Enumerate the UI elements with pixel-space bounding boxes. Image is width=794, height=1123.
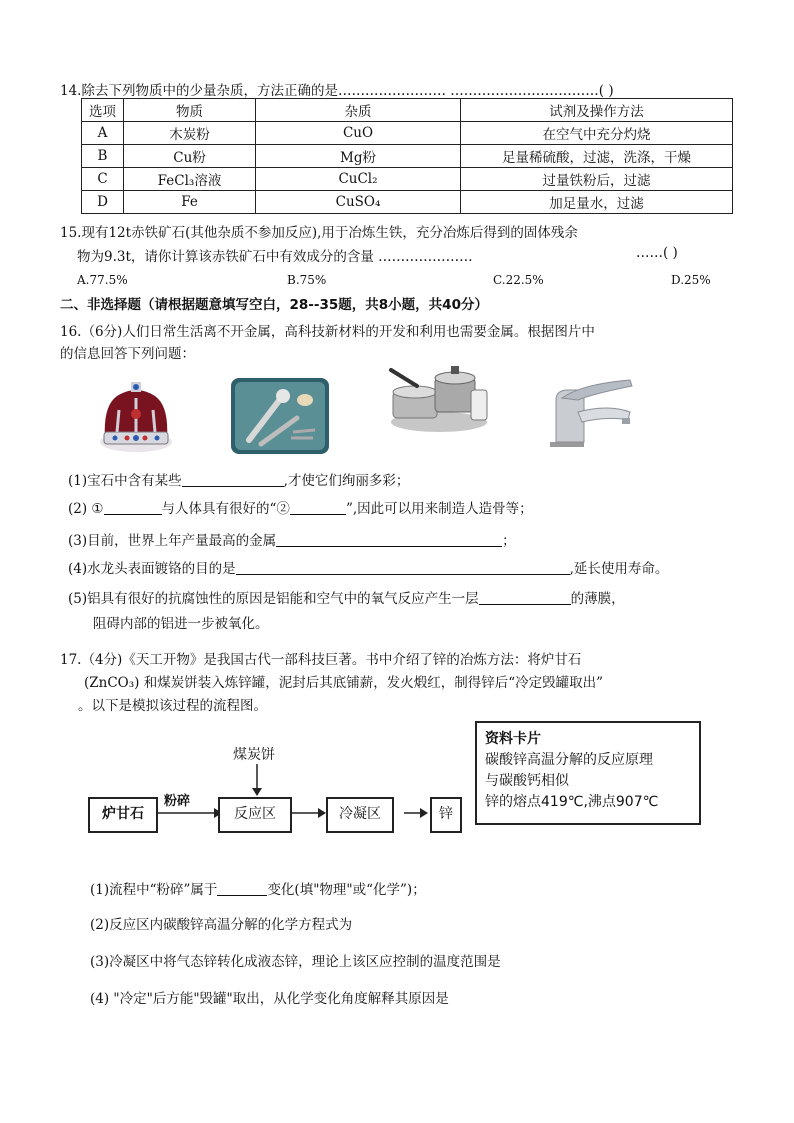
q16-sub3 <box>68 529 516 549</box>
q14-stem: 14.除去下列物质中的少量杂质，方法正确的是…………………… ……………………………( ) <box>60 83 614 99</box>
section-heading: 二、非选择题（请根据题意填写空白，28--35题，共8小题，共40分） <box>60 297 488 313</box>
header-option: 选项 <box>82 99 124 122</box>
aluminum-cookware-image <box>387 360 489 434</box>
q16-sub1-text: (1)宝石中含有某些 <box>68 473 182 489</box>
q15-bracket: ……( ) <box>636 245 678 261</box>
q16-sub4 <box>68 557 668 577</box>
q17-line3: 。以下是模拟该过程的流程图。 <box>78 698 267 714</box>
flow-coal-label: 煤炭饼 <box>233 747 275 763</box>
header-substance: 物质 <box>124 99 256 122</box>
flow-ore-box: 炉甘石 <box>88 797 158 833</box>
q17-sub1 <box>90 878 426 898</box>
q16-sub5-text: (5)铝具有很好的抗腐蚀性的原因是铝能和空气中的氧气反应产生一层 <box>68 591 479 607</box>
header-impurity: 杂质 <box>256 99 461 122</box>
flow-condenser-box: 冷凝区 <box>326 797 394 833</box>
q17-sub2: (2)反应区内碳酸锌高温分解的化学方程式为 <box>90 917 353 933</box>
answer-blank[interactable] <box>290 500 346 515</box>
q15-option-b: B.75% <box>287 273 327 287</box>
cell: 加足量水，过滤 <box>461 191 733 214</box>
q17-sub1-end: 变化(填"物理"或“化学”)； <box>267 882 426 898</box>
q16-sub4-end: ,延长使用寿命。 <box>569 561 669 577</box>
cell: 过量铁粉后，过滤 <box>461 168 733 191</box>
answer-blank[interactable] <box>217 881 267 896</box>
info-card-line2: 与碳酸钙相似 <box>485 773 569 789</box>
info-card-line1: 碳酸锌高温分解的反应原理 <box>485 752 653 768</box>
answer-blank[interactable] <box>276 532 502 547</box>
q16-line1: 16.（6分)人们日常生活离不开金属，高科技新材料的开发和利用也需要金属。根据图片中 <box>60 324 595 340</box>
q17-sub4: (4) "冷定"后方能"毁罐"取出，从化学变化角度解释其原因是 <box>90 991 449 1007</box>
q16-sub2-end: ”,因此可以用来制造人造骨等； <box>345 501 533 517</box>
cell: C <box>82 168 124 191</box>
cell: FeCl₃溶液 <box>124 168 256 191</box>
q15-option-d: D.25% <box>671 273 711 287</box>
header-method: 试剂及操作方法 <box>461 99 733 122</box>
q15-line1: 15.现有12t赤铁矿石(其他杂质不参加反应),用于冶炼生铁，充分冶炼后得到的固体残余 <box>60 225 578 241</box>
q15-option-c: C.22.5% <box>493 273 544 287</box>
q17-sub3: (3)冷凝区中将气态锌转化成液态锌，理论上该区应控制的温度范围是 <box>90 954 501 970</box>
crown-image <box>95 376 177 456</box>
q16-line2: 的信息回答下列问题： <box>60 346 195 362</box>
cell: CuCl₂ <box>256 168 461 191</box>
q16-sub1-end: ,才使它们绚丽多彩； <box>283 473 410 489</box>
artificial-bone-image <box>231 378 329 454</box>
q14-options-table <box>81 98 733 214</box>
cell: B <box>82 145 124 168</box>
cell: 木炭粉 <box>124 122 256 145</box>
flow-crush-label: 粉碎 <box>164 794 191 809</box>
cell: CuO <box>256 122 461 145</box>
q16-sub2 <box>68 497 533 517</box>
table-row <box>82 122 733 145</box>
q16-sub1 <box>68 469 409 489</box>
q16-sub5-line2: 阻碍内部的铝进一步被氧化。 <box>93 616 269 632</box>
table-header-row <box>82 99 733 122</box>
table-row <box>82 145 733 168</box>
table-row <box>82 191 733 214</box>
flow-reactor-box: 反应区 <box>218 797 292 833</box>
cell: Fe <box>124 191 256 214</box>
q17-line1: 17.（4分)《天工开物》是我国古代一部科技巨著。书中介绍了锌的冶炼方法：将炉甘石 <box>60 652 582 668</box>
info-card <box>475 721 701 825</box>
table-row <box>82 168 733 191</box>
flow-zinc-box: 锌 <box>430 797 462 833</box>
cell: CuSO₄ <box>256 191 461 214</box>
q16-sub2-text: (2) ① <box>68 501 104 517</box>
answer-blank[interactable] <box>236 560 570 575</box>
q16-sub3-end: ； <box>502 533 516 549</box>
q17-sub1-text: (1)流程中“粉碎”属于 <box>90 882 218 898</box>
q15-line2: 物为9.3t，请你计算该赤铁矿石中有效成分的含量 ………………… <box>77 249 473 265</box>
cell: Mg粉 <box>256 145 461 168</box>
cell: 足量稀硫酸，过滤，洗涤，干燥 <box>461 145 733 168</box>
q16-sub3-text: (3)目前，世界上年产量最高的金属 <box>68 533 277 549</box>
cell: D <box>82 191 124 214</box>
answer-blank[interactable] <box>104 500 162 515</box>
q17-line2: (ZnCO₃) 和煤炭饼装入炼锌罐，泥封后其底铺薪，发火煅红，制得锌后“冷定毁罐取出” <box>84 675 604 691</box>
q16-sub5-end: 的薄膜， <box>570 591 625 607</box>
cell: A <box>82 122 124 145</box>
q16-sub5 <box>68 587 625 607</box>
q16-sub2-mid: 与人体具有很好的“② <box>161 501 290 517</box>
q15-option-a: A.77.5% <box>77 273 128 287</box>
faucet-image <box>548 376 634 448</box>
q16-sub4-text: (4)水龙头表面镀铬的目的是 <box>68 561 236 577</box>
answer-blank[interactable] <box>479 590 571 605</box>
answer-blank[interactable] <box>182 472 284 487</box>
info-card-line3: 锌的熔点419℃,沸点907℃ <box>485 794 659 810</box>
cell: 在空气中充分灼烧 <box>461 122 733 145</box>
cell: Cu粉 <box>124 145 256 168</box>
info-card-title: 资料卡片 <box>485 731 541 747</box>
